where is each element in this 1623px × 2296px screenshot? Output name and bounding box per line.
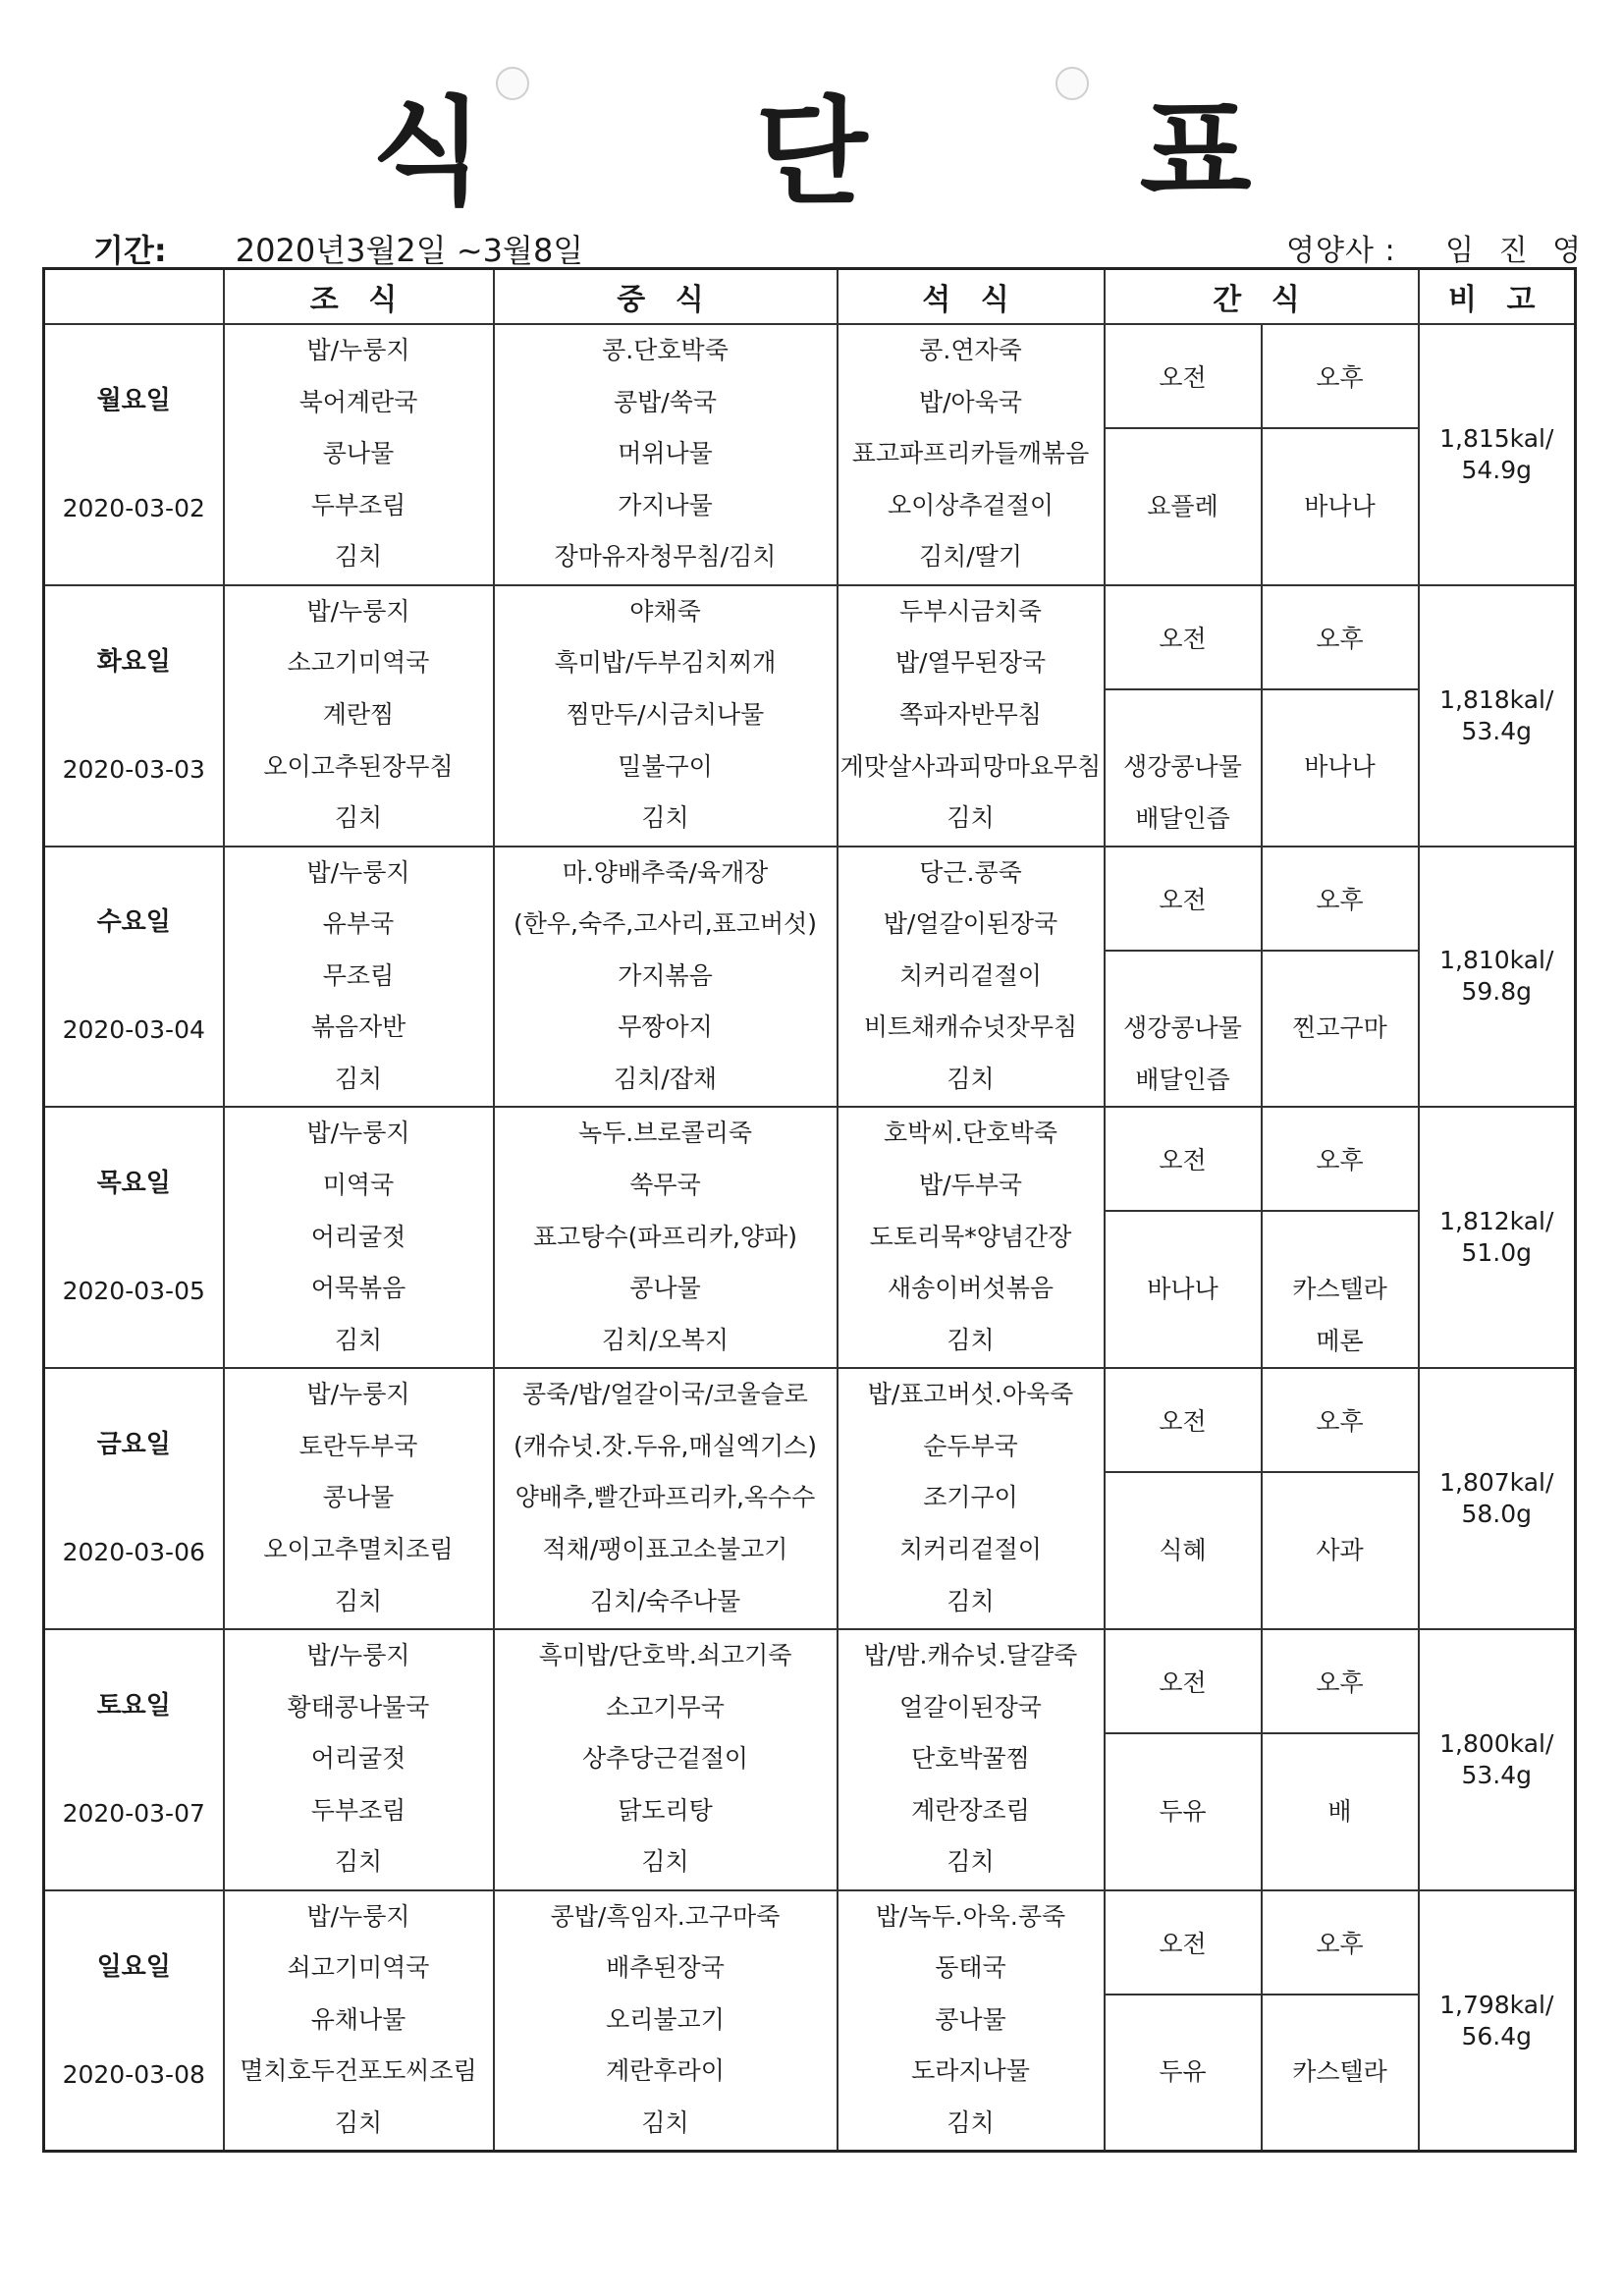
snack-am-item: 바나나 (1147, 1274, 1218, 1303)
lunch-item: 양배추,빨간파프리카,옥수수 (514, 1483, 816, 1512)
calorie-note (1419, 1629, 1576, 1890)
snack-am-cell (1105, 1472, 1262, 1629)
breakfast-cell (224, 1107, 494, 1368)
menu-table (42, 267, 1577, 2153)
punch-hole (1055, 67, 1089, 100)
lunch-item: 김치 (641, 803, 689, 833)
lunch-cell (494, 324, 838, 585)
breakfast-item: 밥/누룽지 (306, 336, 410, 364)
snack-pm-item: 메론 (1316, 1326, 1364, 1355)
snack-pm-item (1263, 952, 1418, 1004)
dinner-item: 쪽파자반무침 (899, 699, 1042, 729)
breakfast-item: 밥/누룽지 (306, 1901, 410, 1931)
dinner-item: 도라지나물 (911, 2056, 1030, 2086)
dinner-item: 김치 (947, 1847, 995, 1877)
snack-am-item: 두유 (1159, 1796, 1207, 1826)
snack-am-item (1106, 952, 1261, 1004)
snack-am-item (1106, 1837, 1261, 1889)
snack-pm-item (1263, 1576, 1418, 1628)
dietitian-name: 임 진 영 (1445, 234, 1590, 268)
dinner-item: 김치 (947, 1586, 995, 1615)
snack-pm-label: 오후 (1262, 1629, 1419, 1733)
dinner-item: 게맛살사과피망마요무침 (839, 751, 1102, 781)
snack-am-item: 두유 (1159, 2057, 1207, 2087)
calorie-note (1419, 847, 1576, 1108)
breakfast-item: 김치 (334, 1847, 383, 1877)
day-date: 2020-03-03 (62, 754, 205, 784)
snack-am-cell (1105, 428, 1262, 585)
snack-pm-cell (1262, 1995, 1419, 2152)
snack-am-cell (1105, 1995, 1262, 2152)
note-protein: 54.9g (1461, 455, 1533, 484)
snack-pm-label: 오후 (1262, 585, 1419, 689)
day-row-top (44, 585, 1576, 689)
snack-am-cell (1105, 951, 1262, 1108)
note-protein: 58.0g (1461, 1500, 1533, 1529)
snack-pm-cell (1262, 428, 1419, 585)
dinner-cell (838, 847, 1105, 1108)
header-breakfast: 조 식 (224, 269, 494, 325)
snack-pm-item: 배 (1327, 1796, 1352, 1826)
snack-am-item (1106, 1995, 1261, 2048)
lunch-item: 머위나물 (618, 439, 713, 468)
snack-pm-item (1263, 690, 1418, 742)
dinner-cell (838, 1368, 1105, 1629)
breakfast-cell (224, 324, 494, 585)
snack-pm-label: 오후 (1262, 324, 1419, 428)
dinner-item: 조기구이 (923, 1483, 1018, 1512)
breakfast-item: 밥/누룽지 (306, 1119, 410, 1148)
dinner-item: 호박씨.단호박죽 (884, 1119, 1057, 1148)
title-char: 식 (371, 84, 484, 220)
lunch-item: 흑미밥/두부김치찌개 (554, 648, 777, 678)
day-row-top (44, 1107, 1576, 1211)
note-protein: 51.0g (1461, 1238, 1533, 1268)
calorie-note (1419, 1107, 1576, 1368)
breakfast-item: 김치 (334, 803, 383, 833)
snack-pm-cell (1262, 1733, 1419, 1890)
dinner-cell (838, 324, 1105, 585)
snack-am-label: 오전 (1105, 1107, 1262, 1211)
day-cell (44, 585, 224, 847)
lunch-item: (한우,숙주,고사리,표고버섯) (514, 909, 817, 939)
snack-pm-item: 바나나 (1304, 752, 1376, 782)
snack-am-label: 오전 (1105, 1890, 1262, 1995)
snack-pm-item (1263, 2099, 1418, 2151)
day-date: 2020-03-02 (62, 493, 205, 522)
snack-pm-item (1263, 1055, 1418, 1107)
snack-pm-item (1263, 1837, 1418, 1889)
snack-am-item: 배달인즙 (1135, 803, 1230, 833)
day-cell (44, 1890, 224, 2152)
lunch-item: 닭도리탕 (618, 1795, 713, 1825)
lunch-cell (494, 1107, 838, 1368)
breakfast-cell (224, 585, 494, 847)
dinner-item: 밥/얼갈이된장국 (883, 909, 1058, 939)
day-row-top (44, 1368, 1576, 1472)
day-cell (44, 1107, 224, 1368)
breakfast-item: 쇠고기미역국 (287, 1953, 430, 1983)
menu-body (44, 324, 1576, 2152)
snack-pm-label: 오후 (1262, 1107, 1419, 1211)
snack-am-item (1106, 429, 1261, 481)
period-value: 2020년3월2일 ~3월8일 (235, 232, 584, 269)
snack-pm-label: 오후 (1262, 847, 1419, 951)
dinner-item: 순두부국 (923, 1431, 1018, 1460)
dinner-item: 치커리겉절이 (899, 960, 1042, 990)
snack-am-item: 배달인즙 (1135, 1065, 1230, 1094)
breakfast-item: 어리굴젓 (310, 1744, 406, 1774)
dinner-item: 단호박꿀찜 (911, 1744, 1030, 1774)
snack-pm-item (1263, 532, 1418, 584)
calorie-note (1419, 585, 1576, 847)
snack-am-item (1106, 1576, 1261, 1628)
day-date: 2020-03-06 (62, 1538, 205, 1567)
note-calories: 1,818kal/ (1439, 684, 1554, 714)
snack-am-label: 오전 (1105, 1368, 1262, 1472)
dinner-cell (838, 1107, 1105, 1368)
punch-hole (496, 67, 529, 100)
calorie-note (1419, 324, 1576, 585)
breakfast-item: 오이고추된장무침 (263, 751, 454, 781)
lunch-item: 녹두.브로콜리죽 (578, 1119, 752, 1148)
day-name: 토요일 (96, 1690, 171, 1721)
snack-pm-item (1263, 793, 1418, 846)
note-calories: 1,800kal/ (1439, 1728, 1554, 1758)
day-date: 2020-03-07 (62, 1798, 205, 1828)
lunch-item: 흑미밥/단호박.쇠고기죽 (538, 1640, 792, 1669)
day-name: 월요일 (96, 385, 171, 415)
lunch-item: 표고탕수(파프리카,양파) (533, 1222, 797, 1251)
day-date: 2020-03-08 (62, 2059, 205, 2089)
dinner-item: 김치 (947, 1064, 995, 1093)
lunch-item: 상추당근겉절이 (581, 1744, 749, 1774)
lunch-cell (494, 585, 838, 847)
snack-am-item (1106, 1734, 1261, 1786)
lunch-item: 김치/숙주나물 (589, 1586, 741, 1615)
day-row-top (44, 847, 1576, 951)
dinner-item: 콩.연자죽 (919, 336, 1022, 364)
title-char: 단 (755, 84, 868, 220)
snack-pm-item (1263, 429, 1418, 481)
breakfast-item: 황태콩나물국 (287, 1692, 430, 1722)
dinner-item: 김치 (947, 2108, 995, 2138)
header-row (44, 269, 1576, 325)
snack-pm-cell (1262, 951, 1419, 1108)
lunch-cell (494, 1890, 838, 2152)
snack-pm-item (1263, 1734, 1418, 1786)
day-date: 2020-03-04 (62, 1015, 205, 1045)
lunch-item: 계란후라이 (606, 2056, 725, 2086)
breakfast-item: 계란찜 (322, 699, 395, 729)
lunch-item: 콩죽/밥/얼갈이국/코울슬로 (522, 1380, 808, 1409)
dinner-cell (838, 1629, 1105, 1890)
dinner-item: 동태국 (935, 1953, 1006, 1983)
breakfast-item: 무조림 (322, 960, 395, 990)
dinner-item: 치커리겉절이 (899, 1534, 1042, 1563)
title-char: 표 (1139, 84, 1252, 220)
lunch-item: 적채/팽이표고소불고기 (542, 1534, 788, 1563)
snack-am-item (1106, 2099, 1261, 2151)
lunch-item: 무짱아지 (618, 1012, 713, 1042)
dinner-item: 밥/밤.캐슈넛.달걀죽 (863, 1640, 1078, 1669)
note-calories: 1,810kal/ (1439, 946, 1554, 975)
lunch-item: 콩밥/흑임자.고구마죽 (550, 1901, 781, 1931)
lunch-cell (494, 847, 838, 1108)
snack-am-item (1106, 1212, 1261, 1264)
header-lunch: 중 식 (494, 269, 838, 325)
day-cell (44, 847, 224, 1108)
note-calories: 1,812kal/ (1439, 1207, 1554, 1236)
dinner-item: 비트채캐슈넛잣무침 (863, 1012, 1078, 1042)
lunch-item: 장마유자청무침/김치 (554, 542, 777, 572)
day-name: 화요일 (96, 646, 171, 677)
snack-am-item (1106, 690, 1261, 742)
snack-am-item (1106, 1316, 1261, 1368)
snack-am-item: 식혜 (1159, 1535, 1207, 1564)
page-title (0, 59, 1623, 226)
dinner-item: 오이상추겉절이 (887, 490, 1055, 519)
dinner-item: 새송이버섯볶음 (887, 1274, 1055, 1303)
snack-am-cell (1105, 1211, 1262, 1368)
breakfast-item: 토란두부국 (298, 1431, 418, 1460)
snack-pm-item (1263, 1995, 1418, 2048)
day-cell (44, 1629, 224, 1890)
breakfast-item: 김치 (334, 1325, 383, 1354)
period-label: 기간: (93, 232, 167, 269)
day-cell (44, 324, 224, 585)
snack-pm-item (1263, 1473, 1418, 1525)
snack-am-item (1106, 532, 1261, 584)
breakfast-cell (224, 1890, 494, 2152)
breakfast-item: 볶음자반 (310, 1012, 406, 1042)
breakfast-item: 소고기미역국 (287, 648, 430, 678)
snack-pm-cell (1262, 1472, 1419, 1629)
day-name: 일요일 (96, 1951, 171, 1982)
snack-pm-cell (1262, 1211, 1419, 1368)
dinner-item: 두부시금치죽 (899, 596, 1042, 626)
dinner-item: 얼갈이된장국 (899, 1692, 1042, 1722)
note-calories: 1,807kal/ (1439, 1468, 1554, 1498)
dinner-item: 밥/열무된장국 (894, 648, 1047, 678)
header-dinner: 석 식 (838, 269, 1105, 325)
snack-pm-label: 오후 (1262, 1368, 1419, 1472)
snack-am-cell (1105, 689, 1262, 847)
dinner-item: 밥/녹두.아욱.콩죽 (875, 1901, 1066, 1931)
snack-pm-item: 찐고구마 (1292, 1013, 1387, 1043)
day-cell (44, 1368, 224, 1629)
lunch-item: 배추된장국 (606, 1953, 725, 1983)
dietitian-label: 영양사 : (1286, 234, 1396, 268)
day-row-top (44, 324, 1576, 428)
dietitian-line (1286, 226, 1589, 269)
dinner-cell (838, 585, 1105, 847)
day-date: 2020-03-05 (62, 1277, 205, 1306)
calorie-note (1419, 1890, 1576, 2152)
snack-am-item: 요플레 (1147, 491, 1218, 520)
breakfast-item: 북어계란국 (298, 387, 418, 416)
dinner-item: 밥/아욱국 (918, 387, 1023, 416)
snack-am-item: 생강콩나물 (1123, 752, 1242, 782)
snack-pm-item (1263, 1212, 1418, 1264)
lunch-cell (494, 1368, 838, 1629)
dinner-item: 김치/딸기 (918, 542, 1023, 572)
dinner-item: 밥/두부국 (918, 1170, 1023, 1199)
breakfast-item: 유부국 (322, 909, 395, 939)
breakfast-cell (224, 1629, 494, 1890)
breakfast-item: 김치 (334, 2108, 383, 2138)
breakfast-item: 콩나물 (322, 439, 395, 468)
breakfast-item: 김치 (334, 1064, 383, 1093)
note-protein: 53.4g (1461, 1760, 1533, 1789)
breakfast-item: 두부조림 (310, 490, 406, 519)
lunch-item: 김치/오복지 (601, 1325, 730, 1354)
snack-am-label: 오전 (1105, 324, 1262, 428)
lunch-item: 김치 (641, 2108, 689, 2138)
snack-pm-cell (1262, 689, 1419, 847)
note-calories: 1,798kal/ (1439, 1990, 1554, 2019)
breakfast-item: 멸치호두건포도씨조림 (240, 2056, 477, 2086)
dinner-item: 계란장조림 (911, 1795, 1030, 1825)
snack-am-item (1106, 1473, 1261, 1525)
dinner-item: 콩나물 (935, 2004, 1006, 2034)
lunch-item: 밀불구이 (618, 751, 713, 781)
breakfast-item: 어리굴젓 (310, 1222, 406, 1251)
lunch-item: 가지나물 (618, 490, 713, 519)
snack-pm-item: 사과 (1316, 1535, 1364, 1564)
note-protein: 59.8g (1461, 977, 1533, 1007)
breakfast-item: 김치 (334, 542, 383, 572)
snack-pm-item: 바나나 (1304, 491, 1376, 520)
lunch-cell (494, 1629, 838, 1890)
lunch-item: 가지볶음 (618, 960, 713, 990)
breakfast-item: 미역국 (322, 1170, 395, 1199)
breakfast-item: 밥/누룽지 (306, 596, 410, 626)
note-protein: 56.4g (1461, 2021, 1533, 2050)
calorie-note (1419, 1368, 1576, 1629)
lunch-item: 찜만두/시금치나물 (566, 699, 765, 729)
dinner-item: 당근.콩죽 (919, 857, 1022, 887)
snack-am-label: 오전 (1105, 585, 1262, 689)
breakfast-item: 두부조림 (310, 1795, 406, 1825)
snack-am-cell (1105, 1733, 1262, 1890)
snack-pm-item: 카스텔라 (1292, 1274, 1387, 1303)
lunch-item: (캐슈넛.잣.두유,매실엑기스) (514, 1431, 817, 1460)
day-name: 금요일 (96, 1430, 171, 1460)
period-line (93, 226, 583, 271)
lunch-item: 콩나물 (629, 1274, 701, 1303)
dinner-item: 도토리묵*양념간장 (869, 1222, 1072, 1251)
lunch-item: 콩.단호박죽 (602, 336, 729, 364)
breakfast-item: 김치 (334, 1586, 383, 1615)
snack-am-item: 생강콩나물 (1123, 1013, 1242, 1043)
lunch-item: 소고기무국 (606, 1692, 725, 1722)
dinner-cell (838, 1890, 1105, 2152)
breakfast-item: 유채나물 (310, 2004, 406, 2034)
breakfast-item: 오이고추멸치조림 (263, 1534, 454, 1563)
header-blank (44, 269, 224, 325)
dinner-item: 김치 (947, 1325, 995, 1354)
breakfast-item: 콩나물 (322, 1483, 395, 1512)
lunch-item: 오리불고기 (606, 2004, 725, 2034)
lunch-item: 김치 (641, 1847, 689, 1877)
dinner-item: 밥/표고버섯.아욱죽 (867, 1380, 1074, 1409)
header-note: 비 고 (1419, 269, 1576, 325)
note-calories: 1,815kal/ (1439, 423, 1554, 453)
day-row-top (44, 1629, 1576, 1733)
breakfast-cell (224, 1368, 494, 1629)
dinner-item: 표고파프리카들깨볶음 (851, 439, 1090, 468)
header-snack: 간 식 (1105, 269, 1419, 325)
snack-am-label: 오전 (1105, 1629, 1262, 1733)
day-row-top (44, 1890, 1576, 1995)
dinner-item: 김치 (947, 803, 995, 833)
breakfast-cell (224, 847, 494, 1108)
day-name: 수요일 (96, 907, 171, 938)
snack-pm-item: 카스텔라 (1292, 2057, 1387, 2087)
breakfast-item: 밥/누룽지 (306, 1380, 410, 1409)
lunch-item: 콩밥/쑥국 (613, 387, 718, 416)
breakfast-item: 밥/누룽지 (306, 857, 410, 887)
breakfast-item: 밥/누룽지 (306, 1640, 410, 1669)
lunch-item: 김치/잡채 (613, 1064, 718, 1093)
snack-pm-label: 오후 (1262, 1890, 1419, 1995)
lunch-item: 마.양배추죽/육개장 (562, 857, 769, 887)
day-name: 목요일 (96, 1169, 171, 1199)
snack-am-label: 오전 (1105, 847, 1262, 951)
lunch-item: 쑥무국 (629, 1170, 701, 1199)
breakfast-item: 어묵볶음 (310, 1274, 406, 1303)
lunch-item: 야채죽 (629, 596, 701, 626)
note-protein: 53.4g (1461, 716, 1533, 745)
